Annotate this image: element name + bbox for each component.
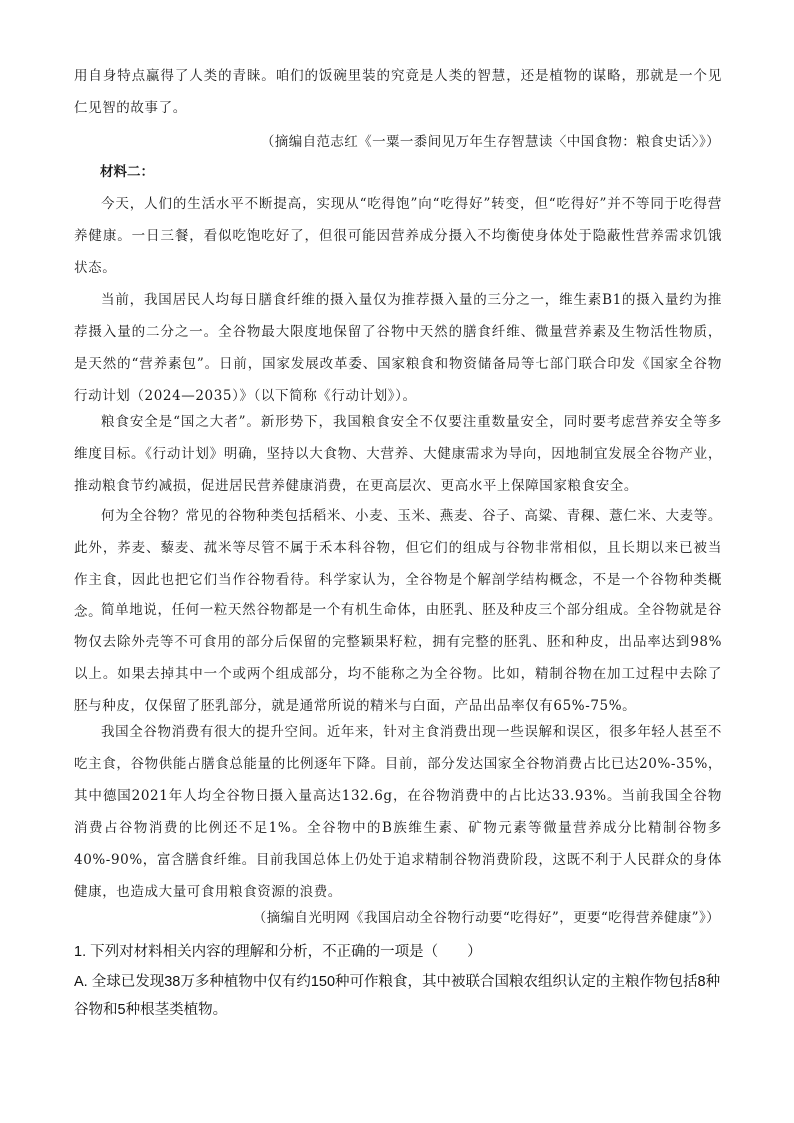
material-2-paragraph-3: 粮食安全是“国之大者”。新形势下，我国粮食安全不仅要注重数量安全，同时要考虑营养安全等多维度目标。《行动计划》明确，坚持以大食物、大营养、大健康需求为导向，因地制宜发展全谷物产业，推动粮食节约减损，促进居民营养健康消费，在更高层次、更高水平上保障国家粮食安全。 [74, 414, 722, 494]
material-2-paragraph-4: 何为全谷物？常见的谷物种类包括稻米、小麦、玉米、燕麦、谷子、高粱、青稞、薏仁米、大麦等。此外，荞麦、藜麦、菰米等尽管不属于禾本科谷物，但它们的组成与谷物非常相似，且长期以来已被当作主食，因此也把它们当作谷物看待。科学家认为，全谷物是个解剖学结构概念，不是一个谷物种类概念。 [74, 508, 722, 620]
source-citation-1: （摘编自范志红《一粟一黍间见万年生存智慧读〈中国食物：粮食史话〉》） [260, 134, 720, 150]
question-stem: 1. 下列对材料相关内容的理解和分析，不正确的一项是（ ） [74, 944, 482, 960]
source-citation-2: （摘编自光明网《我国启动全谷物行动要“吃得好”，更要“吃得营养健康”》） [252, 910, 720, 926]
material-2-paragraph-6: 我国全谷物消费有很大的提升空间。近年来，针对主食消费出现一些误解和误区，很多年轻人甚至不吃主食，谷物供能占膳食总能量的比例逐年下降。目前，部分发达国家全谷物消费占比已达20%-35%，其中德国2021年人均全谷物日摄入量高达132.6g，在谷物消费中的占比达33.93%。当前我国全谷物消费占谷物消费的比例还不足1%。全谷物中的B族维生素、矿物元素等微量营养成分比精制谷物多40%-90%，富含膳食纤维。目前我国总体上仍处于追求精制谷物消费阶段，这既不利于人民群众的身体健康，也造成大量可食用粮食资源的浪费。 [74, 724, 722, 900]
material-2-heading: 材料二： [100, 164, 154, 180]
intro-paragraph: 用自身特点赢得了人类的青睐。咱们的饭碗里装的究竟是人类的智慧，还是植物的谋略，那就是一个见仁见智的故事了。 [74, 68, 722, 116]
material-2-paragraph-2: 当前，我国居民人均每日膳食纤维的摄入量仅为推荐摄入量的三分之一，维生素B1的摄入量约为推荐摄入量的二分之一。全谷物最大限度地保留了谷物中天然的膳食纤维、微量营养素及生物活性物质，是天然的“营养素包”。日前，国家发展改革委、国家粮食和物资储备局等七部门联合印发《国家全谷物行动计划（2024—2035）》（以下简称《行动计划》）。 [74, 292, 722, 404]
material-2-paragraph-1: 今天，人们的生活水平不断提高，实现从“吃得饱”向“吃得好”转变，但“吃得好”并不等同于吃得营养健康。一日三餐，看似吃饱吃好了，但很可能因营养成分摄入不均衡使身体处于隐蔽性营养需求饥饿状态。 [74, 196, 722, 276]
question-option-a: A. 全球已发现38万多种植物中仅有约150种可作粮食，其中被联合国粮农组织认定的主粮作物包括8种谷物和5种根茎类植物。 [74, 974, 721, 1018]
material-2-paragraph-5: 简单地说，任何一粒天然谷物都是一个有机生命体，由胚乳、胚及种皮三个部分组成。全谷物就是谷物仅去除外壳等不可食用的部分后保留的完整颖果籽粒，拥有完整的胚乳、胚和种皮，出品率达到98%以上。如果去掉其中一个或两个组成部分，均不能称之为全谷物。比如，精制谷物在加工过程中去除了胚与种皮，仅保留了胚乳部分，就是通常所说的精米与白面，产品出品率仅有65%-75%。 [74, 602, 722, 714]
